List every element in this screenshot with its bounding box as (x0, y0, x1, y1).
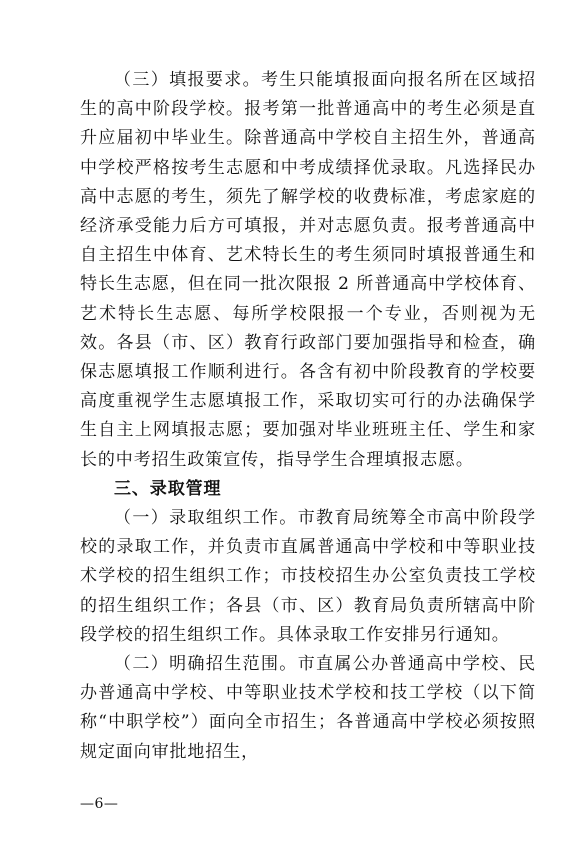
paragraph-filling-requirements (80, 66, 536, 475)
section-heading-admission-management: 三、录取管理 (114, 478, 222, 499)
page-number: —6— (80, 796, 119, 812)
paragraph-text: 市直属公办普通高中学校、民办普通高中学校、中等职业技术学校和技工学校（以下简称“中职学校”）面向全市招生；各普通高中学校必须按照规定面向审批地招生， (80, 654, 537, 762)
paragraph-lead: （二）明确招生范围。 (114, 654, 298, 675)
paragraph-lead: （一）录取组织工作。 (114, 508, 298, 529)
paragraph-enrollment-scope (80, 650, 536, 767)
paragraph-admission-organization (80, 504, 536, 650)
paragraph-lead: （三）填报要求。 (114, 70, 261, 90)
paragraph-text: 市教育局统筹全市高中阶段学校的录取工作，并负责市直属普通高中学校和中等职业技术学校的招生组织工作；市技校招生办公室负责技工学校的招生组织工作；各县（市、区）教育局负责所辖高中阶段学校的招生组织工作。具体录取工作安排另行通知。 (80, 508, 537, 645)
paragraph-text: 考生只能填报面向报名所在区域招生的高中阶段学校。报考第一批普通高中的考生必须是直升应届初中毕业生。除普通高中学校自主招生外，普通高中学校严格按考生志愿和中考成绩择优录取。凡选择民办高中志愿的考生，须先了解学校的收费标准，考虑家庭的经济承受能力后方可填报，并对志愿负责。报考普通高中自主招生中体育、艺术特长生的考生须同时填报普通生和特长生志愿，但在同一批次限报 2 所普通高中学校体育、艺术特长生志愿、每所学校限报一个专业，否则视为无效。各县（市、区）教育行政部门要加强指导和检查，确保志愿填报工作顺利进行。各含有初中阶段教育的学校要高度重视学生志愿填报工作，采取切实可行的办法确保学生自主上网填报志愿；要加强对毕业班班主任、学生和家长的中考招生政策宣传，指导学生合理填报志愿。 (80, 70, 537, 470)
document-body (80, 66, 536, 767)
